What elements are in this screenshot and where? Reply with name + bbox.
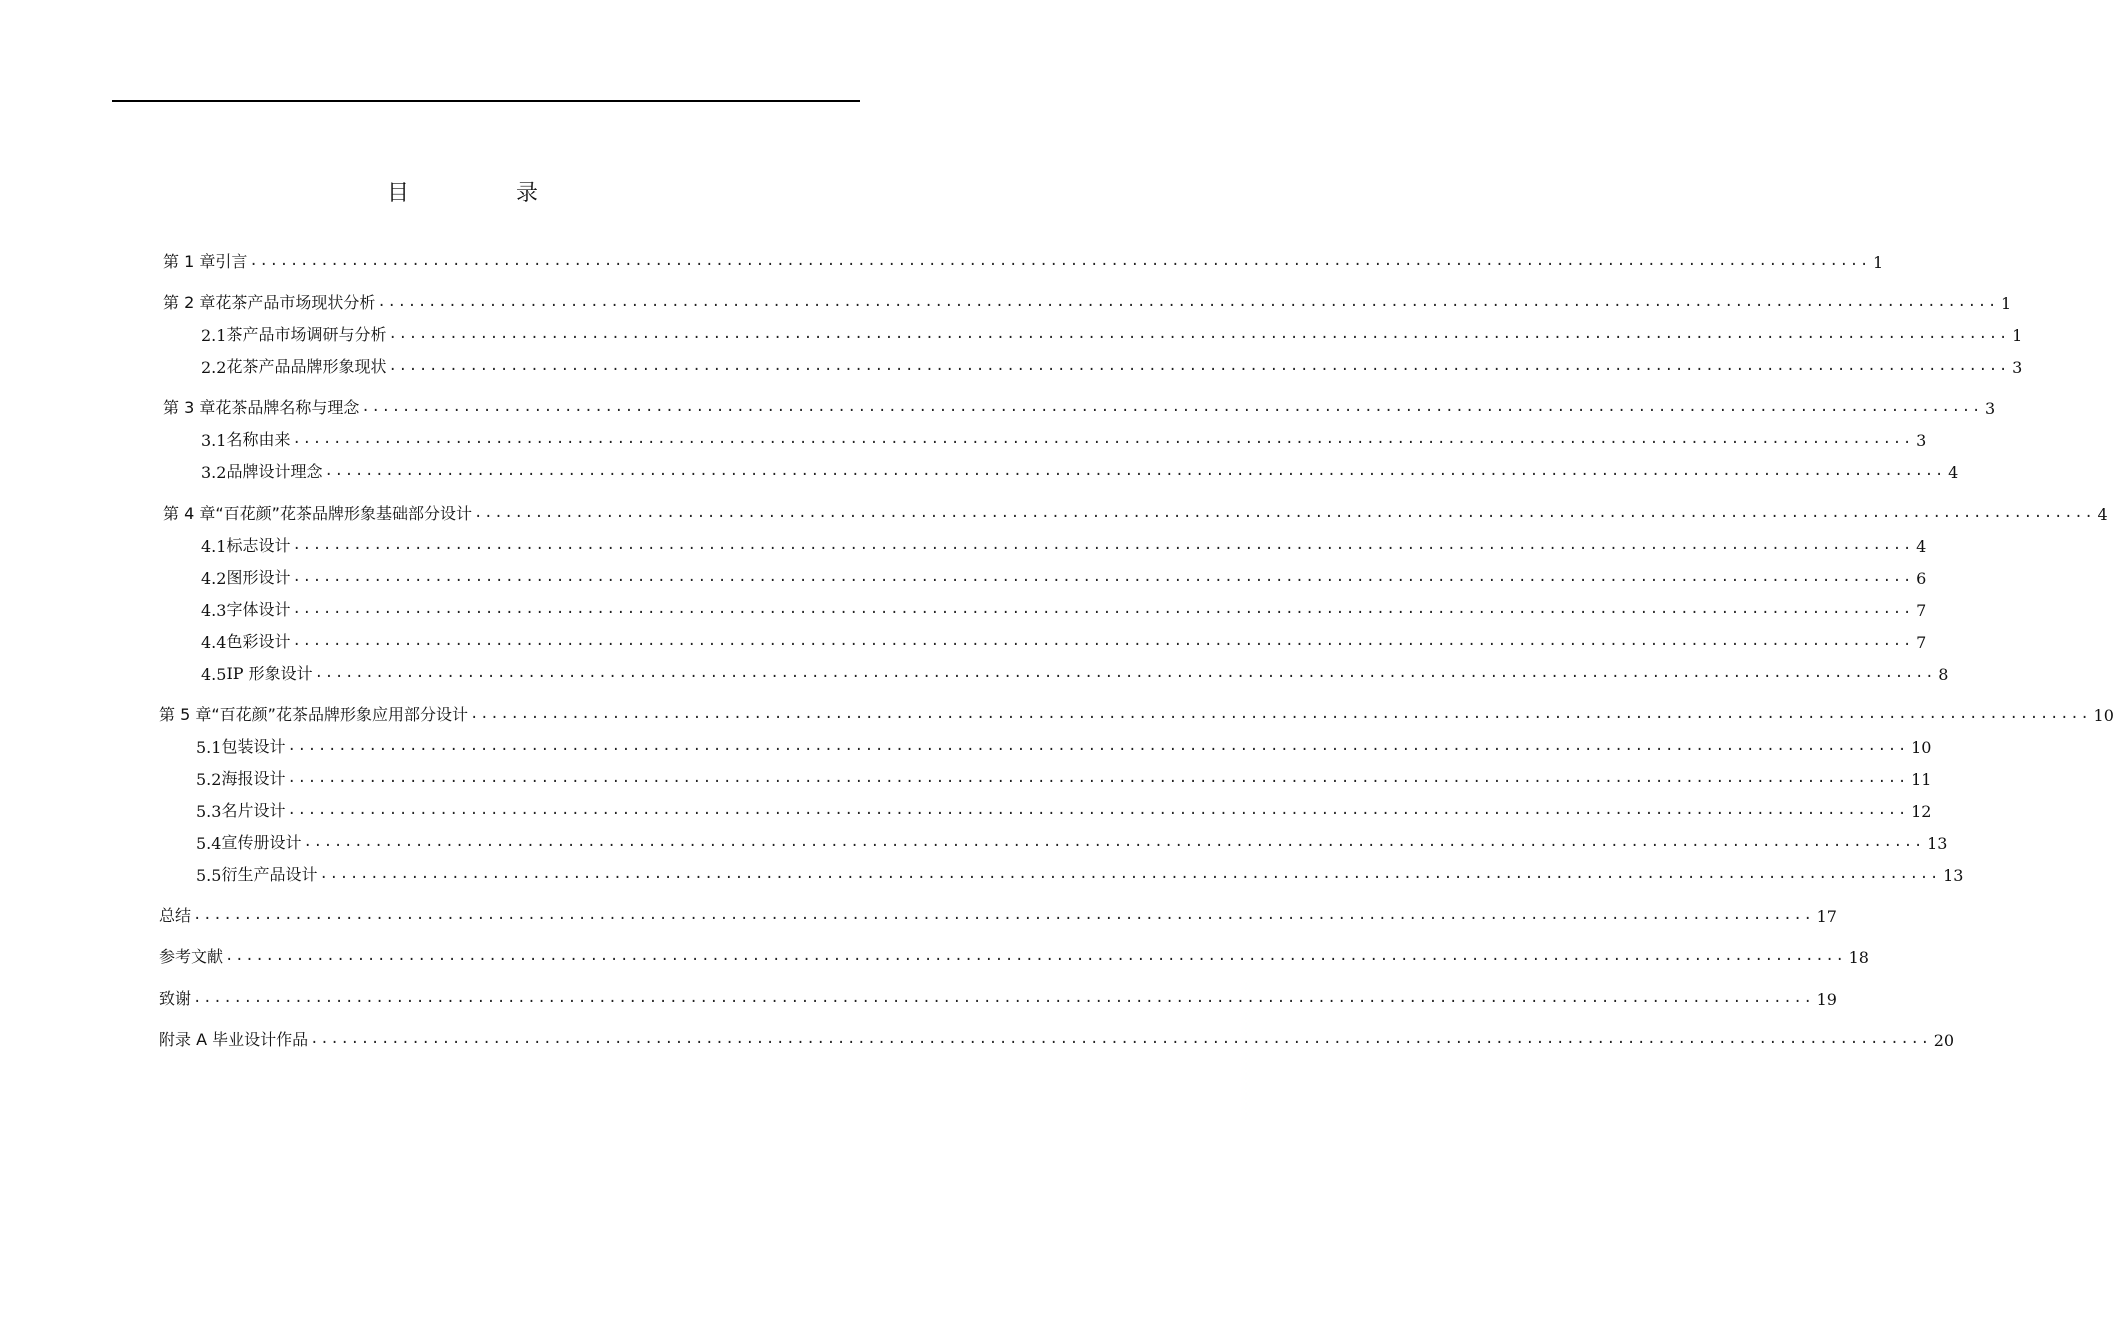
toc-entry-number: 2.1: [201, 326, 227, 345]
toc-entry-title: 宣传册设计: [221, 833, 302, 852]
toc-entry-section-4-2[interactable]: [201, 564, 1927, 588]
toc-entry-chapter-1[interactable]: [163, 248, 1884, 272]
toc-entry-number: 第 1 章: [163, 252, 216, 271]
toc-leader-dots: ................................................................................................................................................................: [292, 633, 1914, 649]
toc-leader-dots: ................................................................................................................................................................: [292, 601, 1914, 617]
toc-entry-number: 第 2 章: [163, 293, 216, 312]
toc-leader-dots: ................................................................................................................................................................: [193, 907, 1814, 923]
toc-leader-dots: ................................................................................................................................................................: [324, 463, 1946, 479]
toc-entry-page: 3: [1916, 431, 1927, 450]
toc-entry-section-2-1[interactable]: [201, 321, 2023, 345]
toc-entry-title: 标志设计: [226, 536, 291, 555]
toc-entry-section-5-4[interactable]: [196, 829, 1948, 853]
toc-entry-section-5-1[interactable]: [196, 733, 1932, 757]
header-rule: [112, 100, 860, 102]
toc-entry-page: 10: [2093, 706, 2114, 725]
toc-entry-chapter-3[interactable]: [163, 394, 1996, 418]
toc-entry-section-5-3[interactable]: [196, 797, 1932, 821]
toc-entry-page: 1: [2012, 326, 2023, 345]
toc-entry-number: 4.1: [201, 537, 227, 556]
toc-entry-number: 5.4: [196, 834, 222, 853]
toc-entry-title: 图形设计: [226, 568, 291, 587]
toc-entry-number: 3.1: [201, 431, 227, 450]
toc-leader-dots: ................................................................................................................................................................: [319, 866, 1941, 882]
toc-entry-title: 花茶品牌名称与理念: [215, 398, 360, 417]
toc-entry-page: 7: [1916, 633, 1927, 652]
toc-entry-number: 5.2: [196, 770, 222, 789]
toc-entry-number: 5.1: [196, 738, 222, 757]
toc-entry-title: 色彩设计: [226, 632, 291, 651]
toc-leader-dots: ................................................................................................................................................................: [193, 990, 1814, 1006]
toc-entry-number: 4.4: [201, 633, 227, 652]
toc-leader-dots: ................................................................................................................................................................: [287, 770, 1909, 786]
toc-entry-title: 名片设计: [221, 801, 286, 820]
toc-entry-page: 1: [2000, 294, 2012, 313]
toc-entry-title: 附录 A 毕业设计作品: [159, 1030, 309, 1049]
toc-leader-dots: ................................................................................................................................................................: [469, 706, 2091, 722]
toc-leader-dots: ................................................................................................................................................................: [377, 294, 1998, 310]
toc-entry-number: 4.5: [201, 665, 227, 684]
toc-entry-title: 引言: [215, 252, 248, 271]
toc-entry-page: 7: [1916, 601, 1927, 620]
toc-entry-section-4-4[interactable]: [201, 628, 1927, 652]
toc-entry-title: 品牌设计理念: [226, 462, 323, 481]
toc-entry-section-3-2[interactable]: [201, 458, 1959, 482]
toc-entry-title: 茶产品市场调研与分析: [226, 325, 387, 344]
toc-entry-title: IP 形象设计: [226, 664, 313, 683]
toc-entry-chapter-2[interactable]: [163, 289, 2012, 313]
toc-entry-page: 4: [2097, 505, 2108, 524]
toc-leader-dots: ................................................................................................................................................................: [361, 399, 1982, 415]
toc-leader-dots: ................................................................................................................................................................: [314, 665, 1936, 681]
toc-entry-page: 13: [1943, 866, 1964, 885]
toc-leader-dots: ................................................................................................................................................................: [287, 802, 1909, 818]
toc-entry-references[interactable]: [159, 943, 1869, 967]
toc-entry-number: 3.2: [201, 463, 227, 482]
toc-entry-number: 第 5 章: [159, 705, 212, 724]
toc-entry-section-3-1[interactable]: [201, 426, 1927, 450]
toc-leader-dots: ................................................................................................................................................................: [249, 253, 1870, 269]
toc-entry-appendix-a[interactable]: [159, 1026, 1955, 1050]
toc-entry-acknowledgements[interactable]: [159, 985, 1837, 1009]
toc-entry-page: 6: [1916, 569, 1927, 588]
toc-entry-title: 花茶产品品牌形象现状: [226, 357, 387, 376]
toc-leader-dots: ................................................................................................................................................................: [303, 834, 1925, 850]
toc-entry-number: 第 4 章: [163, 504, 216, 523]
toc-entry-number: 4.2: [201, 569, 227, 588]
toc-leader-dots: ................................................................................................................................................................: [310, 1031, 1931, 1047]
toc-entry-title: 花茶产品市场现状分析: [215, 293, 376, 312]
toc-entry-title: “百花颜”花茶品牌形象基础部分设计: [215, 504, 472, 523]
toc-entry-page: 11: [1911, 770, 1932, 789]
toc-entry-page: 18: [1848, 948, 1869, 967]
toc-entry-page: 19: [1816, 990, 1837, 1009]
toc-entry-number: 5.5: [196, 866, 222, 885]
toc-leader-dots: ................................................................................................................................................................: [388, 326, 2010, 342]
toc-entry-number: 2.2: [201, 358, 227, 377]
toc-leader-dots: ................................................................................................................................................................: [292, 569, 1914, 585]
toc-entry-section-4-5[interactable]: [201, 660, 1949, 684]
toc-entry-page: 3: [1984, 399, 1996, 418]
toc-entry-summary[interactable]: [159, 902, 1837, 926]
toc-leader-dots: ................................................................................................................................................................: [292, 431, 1914, 447]
toc-entry-page: 20: [1933, 1031, 1955, 1050]
toc-entry-chapter-5[interactable]: [159, 701, 2114, 725]
toc-entry-section-5-5[interactable]: [196, 861, 1964, 885]
toc-entry-number: 4.3: [201, 601, 227, 620]
toc-title: 目 录: [387, 181, 588, 206]
toc-entry-title: 海报设计: [221, 769, 286, 788]
toc-entry-chapter-4[interactable]: [163, 500, 2108, 524]
toc-entry-number: 5.3: [196, 802, 222, 821]
toc-entry-number: 第 3 章: [163, 398, 216, 417]
toc-entry-page: 13: [1927, 834, 1948, 853]
toc-entry-title: 衍生产品设计: [221, 865, 318, 884]
toc-entry-title: 包装设计: [221, 737, 286, 756]
toc-entry-section-4-1[interactable]: [201, 532, 1927, 556]
toc-entry-page: 17: [1816, 907, 1837, 926]
toc-entry-title: 名称由来: [226, 430, 291, 449]
toc-entry-page: 10: [1911, 738, 1932, 757]
toc-leader-dots: ................................................................................................................................................................: [388, 358, 2010, 374]
toc-entry-page: 1: [1872, 253, 1884, 272]
toc-entry-title: “百花颜”花茶品牌形象应用部分设计: [211, 705, 468, 724]
toc-entry-title: 字体设计: [226, 600, 291, 619]
toc-entry-title: 致谢: [159, 989, 192, 1008]
toc-entry-section-4-3[interactable]: [201, 596, 1927, 620]
toc-entry-section-2-2[interactable]: [201, 353, 2023, 377]
toc-leader-dots: ................................................................................................................................................................: [225, 948, 1846, 964]
toc-entry-page: 4: [1948, 463, 1959, 482]
toc-entry-page: 4: [1916, 537, 1927, 556]
toc-entry-page: 3: [2012, 358, 2023, 377]
toc-entry-page: 8: [1938, 665, 1949, 684]
toc-entry-section-5-2[interactable]: [196, 765, 1932, 789]
toc-leader-dots: ................................................................................................................................................................: [473, 505, 2095, 521]
toc-entry-title: 总结: [159, 906, 192, 925]
toc-entry-title: 参考文献: [159, 947, 224, 966]
toc-leader-dots: ................................................................................................................................................................: [287, 738, 1909, 754]
toc-entry-page: 12: [1911, 802, 1932, 821]
toc-leader-dots: ................................................................................................................................................................: [292, 537, 1914, 553]
